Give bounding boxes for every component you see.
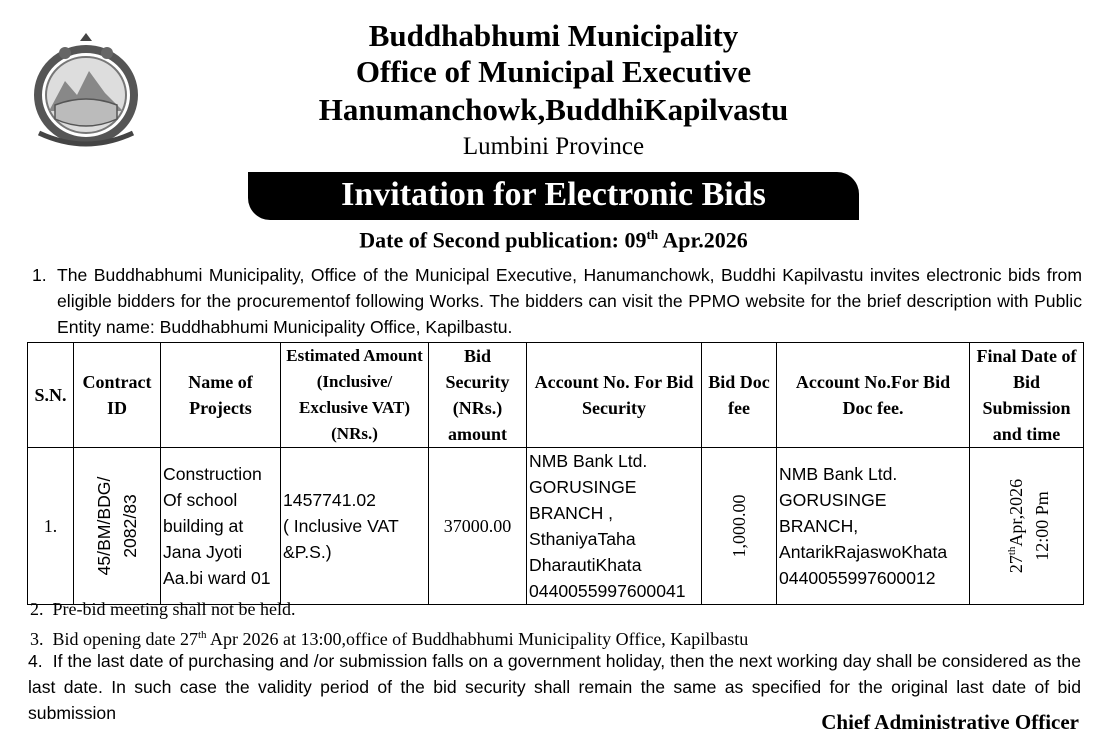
item-4-text: If the last date of purchasing and /or submission falls on a government holiday, then the next working day shall be considered as the last date. In such case the validity period of the bid security shall remain the same as specified for the original last date of bid submission bbox=[28, 651, 1081, 723]
item-2-text: Pre-bid meeting shall not be held. bbox=[52, 599, 296, 619]
item-4-number: 4. bbox=[28, 651, 43, 671]
cell-account-fee: NMB Bank Ltd. GORUSINGE BRANCH, AntarikRajaswoKhata 0440055997600012 bbox=[777, 448, 970, 605]
item-2-number: 2. bbox=[30, 599, 44, 619]
final-day: 27 bbox=[1005, 555, 1026, 574]
municipality-name: Buddhabhumi Municipality bbox=[368, 18, 739, 53]
header-final-date: Final Date of Bid Submission and time bbox=[970, 343, 1084, 448]
item-1-number: 1. bbox=[32, 265, 47, 285]
cell-bid-security: 37000.00 bbox=[429, 448, 527, 605]
header-estimated-amount: Estimated Amount (Inclusive/ Exclusive VAT) (NRs.) bbox=[281, 343, 429, 448]
header-account-fee: Account No.For Bid Doc fee. bbox=[777, 343, 970, 448]
header-sn: S.N. bbox=[28, 343, 74, 448]
item-3-text-a: Bid opening date 27 bbox=[52, 629, 198, 649]
cell-contract-id bbox=[74, 448, 161, 605]
header-contract-id: Contract ID bbox=[74, 343, 161, 448]
doc-fee-value: 1,000.00 bbox=[729, 494, 749, 558]
publication-date-rest: Apr.2026 bbox=[658, 227, 748, 253]
province-name: Lumbini Province bbox=[462, 133, 645, 160]
publication-date bbox=[0, 227, 1107, 253]
cell-sn: 1. bbox=[28, 448, 74, 605]
header-doc-fee: Bid Doc fee bbox=[702, 343, 777, 448]
table-header-row bbox=[28, 343, 1084, 448]
item-3-text-b: Apr 2026 at 13:00,office of Buddhabhumi Municipality Office, Kapilbastu bbox=[206, 629, 749, 649]
contract-id-line1: 45/BM/BDG/ bbox=[94, 476, 114, 576]
cell-estimated-amount bbox=[281, 448, 429, 605]
header-bid-security: Bid Security (NRs.) amount bbox=[429, 343, 527, 448]
header-project-name: Name of Projects bbox=[161, 343, 281, 448]
final-day-sup: th bbox=[1005, 546, 1018, 556]
cell-final-date bbox=[970, 448, 1084, 605]
estimated-amount-value: 1457741.02 bbox=[283, 490, 376, 510]
item-3-sup: th bbox=[197, 629, 207, 641]
bid-table bbox=[27, 342, 1084, 605]
cell-doc-fee bbox=[702, 448, 777, 605]
publication-date-sup: th bbox=[646, 227, 659, 242]
item-2 bbox=[30, 596, 295, 622]
header-account-security: Account No. For Bid Security bbox=[527, 343, 702, 448]
contract-id-line2: 2082/83 bbox=[120, 494, 140, 558]
item-1-text: The Buddhabhumi Municipality, Office of the Municipal Executive, Hanumanchowk, Buddhi Kapilvastu invites electronic bids from eligible bidders for the procurementof following Works. The bidders can visit the PPMO website for the brief description with Public Entity name: Buddhabhumi Municipality Office, Kapilbastu. bbox=[57, 265, 1082, 337]
notice-title: Invitation for Electronic Bids bbox=[341, 176, 766, 213]
publication-date-label: Date of Second publication: 09 bbox=[359, 227, 647, 253]
office-name: Office of Municipal Executive bbox=[355, 54, 752, 89]
estimated-amount-note: ( Inclusive VAT &P.S.) bbox=[283, 516, 399, 562]
item-1 bbox=[32, 262, 1082, 340]
final-time: 12:00 Pm bbox=[1031, 491, 1052, 561]
table-row bbox=[28, 448, 1084, 605]
signature-title: Chief Administrative Officer bbox=[821, 710, 1079, 734]
cell-project-name: Construction Of school building at Jana Jyoti Aa.bi ward 01 bbox=[161, 448, 281, 605]
cell-account-security: NMB Bank Ltd. GORUSINGE BRANCH , SthaniyaTaha DharautiKhata 0440055997600041 bbox=[527, 448, 702, 605]
final-date-rest: Apr,2026 bbox=[1005, 478, 1026, 547]
item-3-number: 3. bbox=[30, 629, 44, 649]
office-location: Hanumanchowk,BuddhiKapilvastu bbox=[318, 92, 789, 127]
